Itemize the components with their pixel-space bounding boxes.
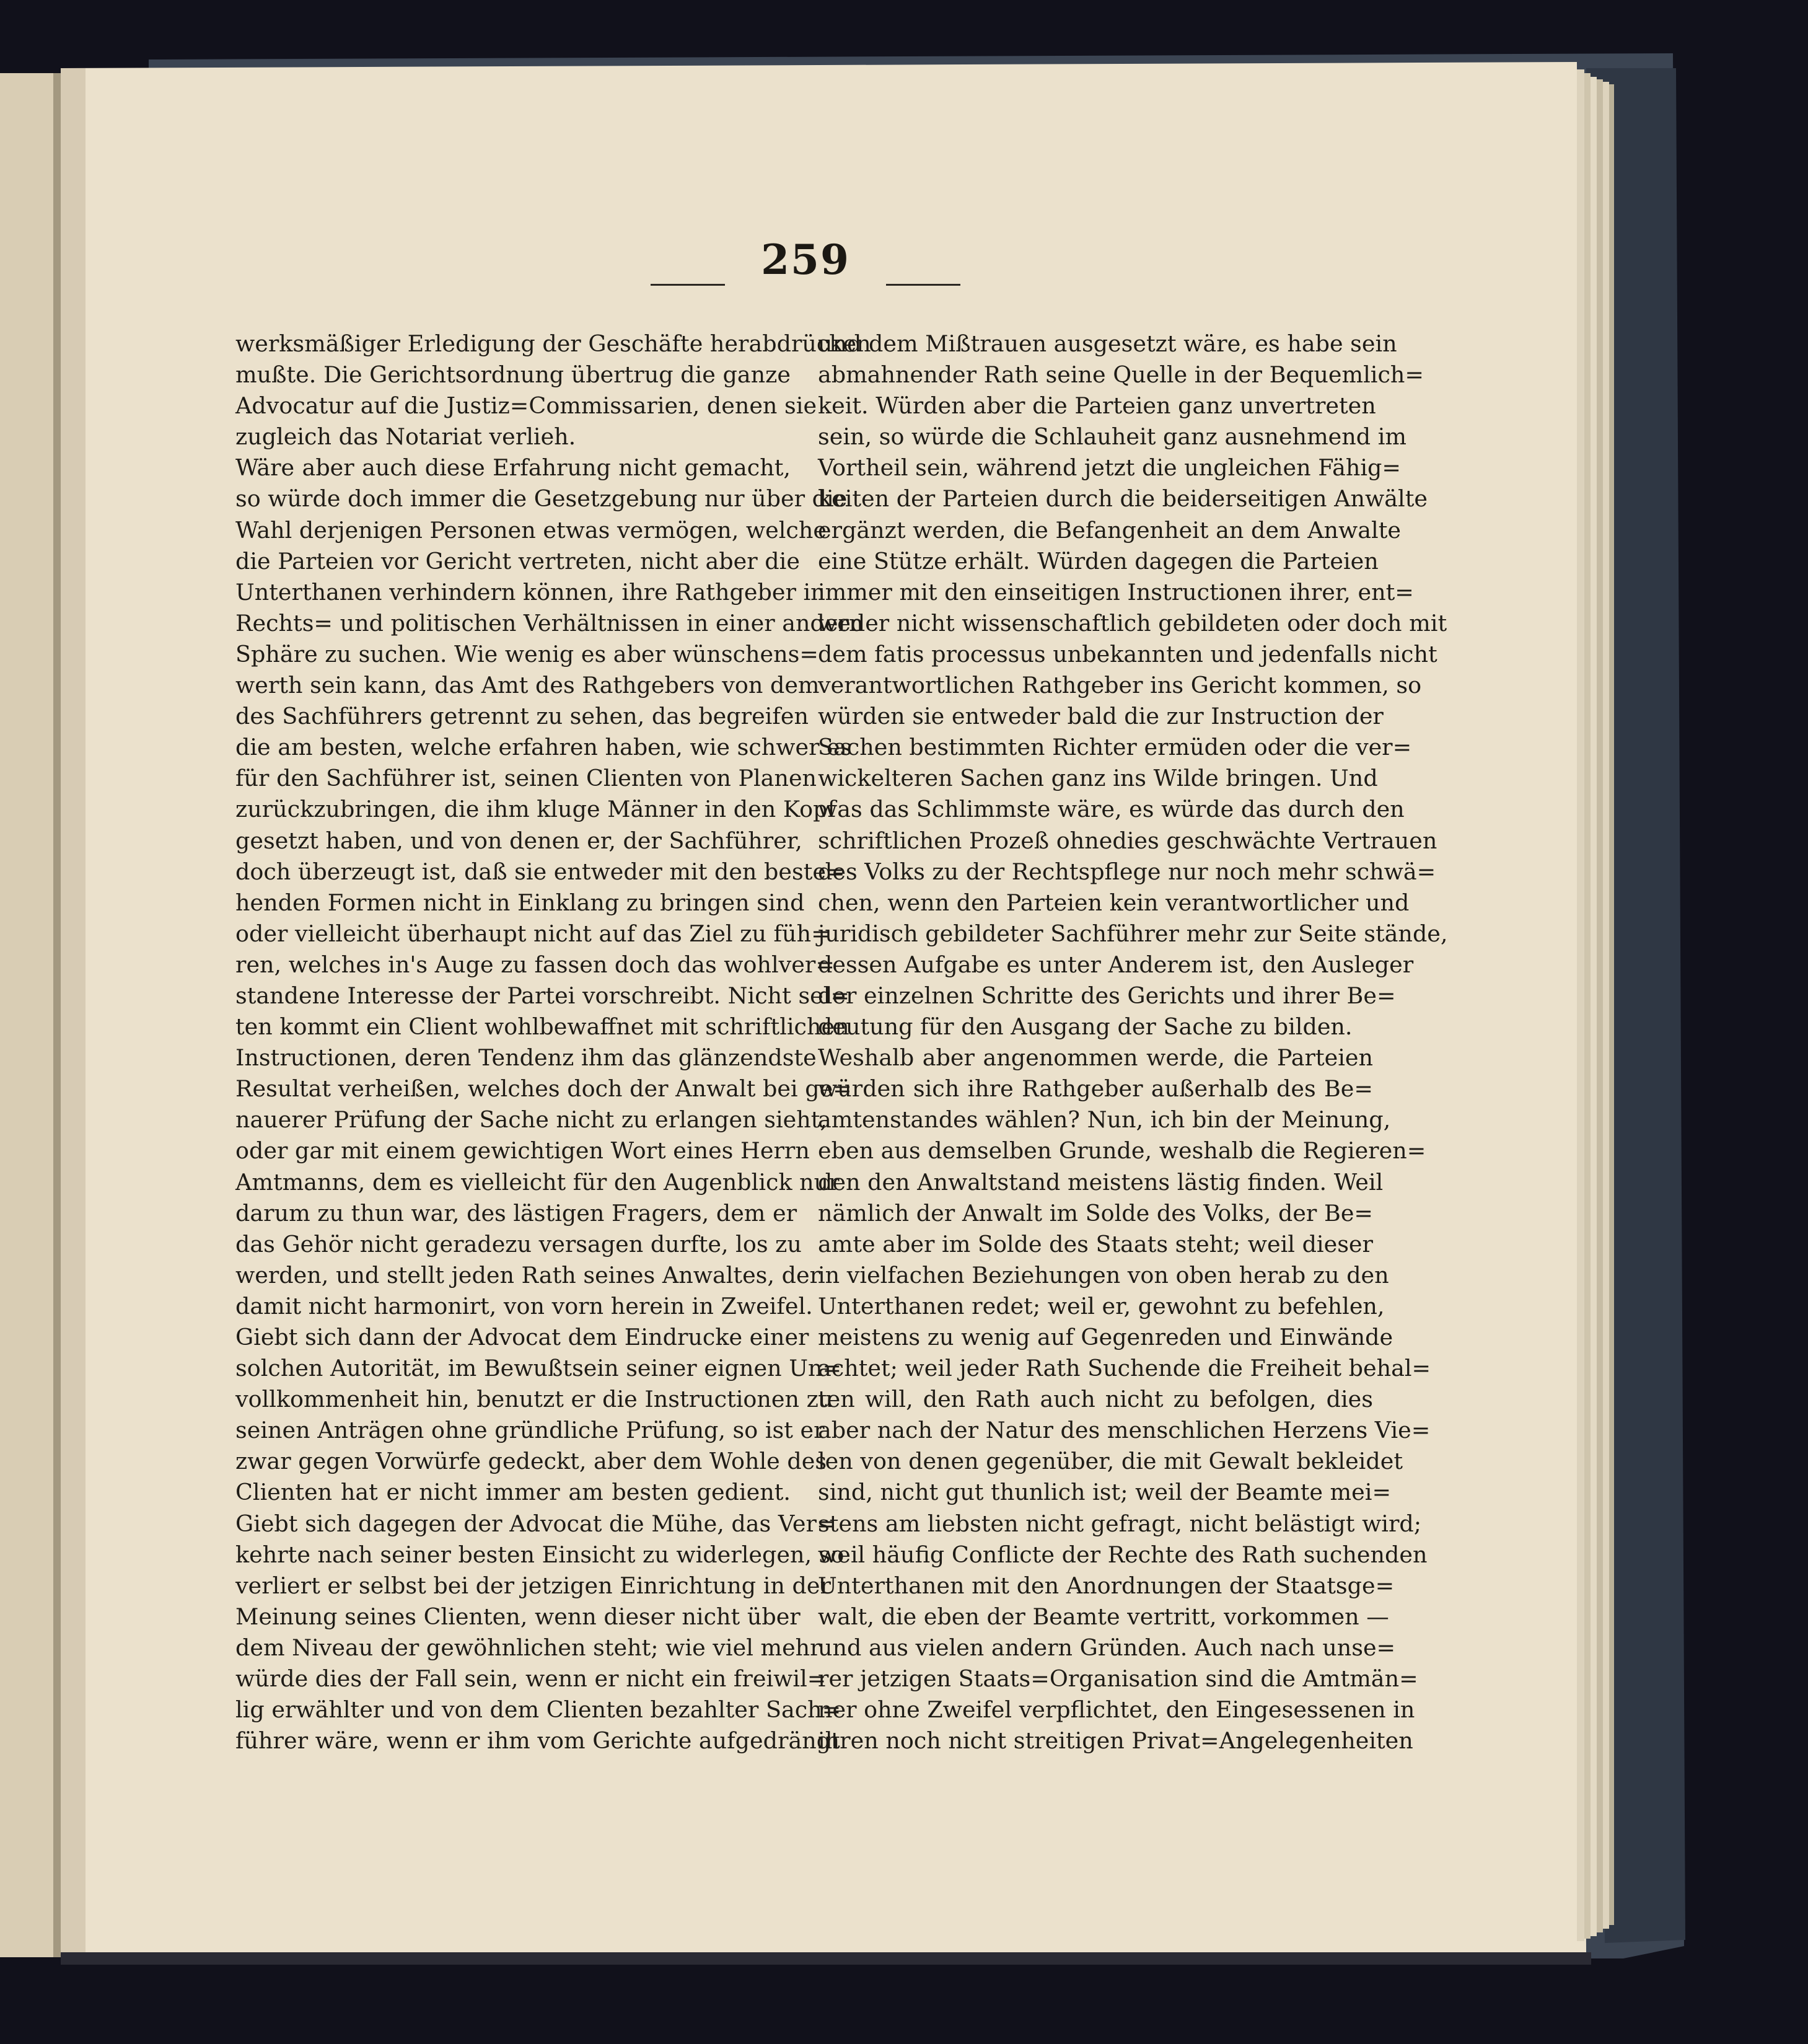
text-line: Unterthanen mit den Anordnungen der Staatsge= <box>818 1572 1395 1599</box>
text-line: abmahnender Rath seine Quelle in der Bequemlich= <box>818 361 1424 389</box>
text-line: die am besten, welche erfahren haben, wie schwer es <box>235 734 852 761</box>
text-line: würde dies der Fall sein, wenn er nicht ein freiwil= <box>235 1665 827 1693</box>
text-line: henden Formen nicht in Einklang zu bringen sind <box>235 889 805 916</box>
text-column-left <box>235 328 871 1756</box>
text-line: schriftlichen Prozeß ohnedies geschwächte Vertrauen <box>818 827 1437 854</box>
text-line: den den Anwaltstand meistens lästig finden. Weil <box>818 1168 1384 1196</box>
text-line: Resultat verheißen, welches doch der Anwalt bei ge= <box>235 1075 852 1103</box>
text-line: Advocatur auf die Justiz=Commissarien, denen sie <box>235 392 817 420</box>
text-line: Wahl derjenigen Personen etwas vermögen, welche <box>235 516 827 544</box>
text-line: stens am liebsten nicht gefragt, nicht belästigt wird; <box>818 1510 1422 1537</box>
text-line: das Gehör nicht geradezu versagen durfte, los zu <box>235 1230 802 1258</box>
text-line: amtenstandes wählen? Nun, ich bin der Meinung, <box>818 1106 1391 1134</box>
text-line: Rechts= und politischen Verhältnissen in einer andern <box>235 609 864 637</box>
text-line: Wäre aber auch diese Erfahrung nicht gemacht, <box>235 454 791 482</box>
text-line: ergänzt werden, die Befangenheit an dem Anwalte <box>818 516 1401 544</box>
text-line: was das Schlimmste wäre, es würde das durch den <box>818 796 1405 823</box>
text-line: Amtmanns, dem es vielleicht für den Augenblick nur <box>235 1168 840 1196</box>
text-line: sind, nicht gut thunlich ist; weil der Beamte mei= <box>818 1479 1392 1506</box>
text-line: kehrte nach seiner besten Einsicht zu widerlegen, so <box>235 1541 845 1568</box>
text-line: Weshalb aber angenommen werde, die Parteien <box>818 1044 1373 1072</box>
text-line: standene Interesse der Partei vorschreibt. Nicht sel= <box>235 982 850 1009</box>
text-line: Giebt sich dagegen der Advocat die Mühe, das Ver= <box>235 1510 836 1537</box>
text-line: führer wäre, wenn er ihm vom Gerichte aufgedrängt <box>235 1727 840 1755</box>
text-line: chen, wenn den Parteien kein verantwortlicher und <box>818 889 1410 916</box>
text-line: ren, welches in's Auge zu fassen doch das wohlver= <box>235 951 835 978</box>
text-line: Meinung seines Clienten, wenn dieser nicht über <box>235 1603 801 1630</box>
text-line: und dem Mißtrauen ausgesetzt wäre, es habe sein <box>818 330 1397 357</box>
text-line: Vortheil sein, während jetzt die ungleichen Fähig= <box>818 454 1401 482</box>
text-line: immer mit den einseitigen Instructionen ihrer, ent= <box>818 578 1414 606</box>
text-line: die Parteien vor Gericht vertreten, nicht aber die <box>235 547 800 575</box>
text-line: ner ohne Zweifel verpflichtet, den Eingesessenen in <box>818 1696 1415 1724</box>
text-line: ten will, den Rath auch nicht zu befolgen, dies <box>818 1386 1373 1413</box>
text-line: eine Stütze erhält. Würden dagegen die Parteien <box>818 547 1379 575</box>
text-line: seinen Anträgen ohne gründliche Prüfung, so ist er <box>235 1417 825 1444</box>
text-line: aber nach der Natur des menschlichen Herzens Vie= <box>818 1417 1431 1444</box>
text-line: werksmäßiger Erledigung der Geschäfte herabdrücken <box>235 330 871 357</box>
text-line: werden, und stellt jeden Rath seines Anwaltes, der <box>235 1261 821 1289</box>
text-line: Unterthanen redet; weil er, gewohnt zu befehlen, <box>818 1292 1385 1319</box>
text-line: so würde doch immer die Gesetzgebung nur über die <box>235 485 848 513</box>
text-line: rer jetzigen Staats=Organisation sind die Amtmän= <box>818 1665 1418 1693</box>
text-line: doch überzeugt ist, daß sie entweder mit den beste= <box>235 858 845 885</box>
text-line: verantwortlichen Rathgeber ins Gericht kommen, so <box>818 672 1422 699</box>
text-line: würden sich ihre Rathgeber außerhalb des Be= <box>818 1075 1373 1103</box>
header-rule-left <box>651 284 725 286</box>
text-line: werth sein kann, das Amt des Rathgebers von dem <box>235 672 820 699</box>
text-line: oder vielleicht überhaupt nicht auf das Ziel zu füh= <box>235 920 830 947</box>
text-line: weil häufig Conflicte der Rechte des Rath suchenden <box>818 1541 1428 1568</box>
text-line: für den Sachführer ist, seinen Clienten von Planen <box>235 765 817 792</box>
text-line: eben aus demselben Grunde, weshalb die Regieren= <box>818 1137 1426 1165</box>
text-line: Giebt sich dann der Advocat dem Eindrucke einer <box>235 1324 809 1350</box>
text-line: darum zu thun war, des lästigen Fragers, dem er <box>235 1199 797 1227</box>
text-line: oder gar mit einem gewichtigen Wort eines Herrn <box>235 1137 810 1165</box>
text-line: deutung für den Ausgang der Sache zu bilden. <box>818 1013 1353 1041</box>
text-line: amte aber im Solde des Staats steht; weil dieser <box>818 1230 1373 1258</box>
text-line: sein, so würde die Schlauheit ganz ausnehmend im <box>818 423 1407 451</box>
text-line: damit nicht harmonirt, von vorn herein in Zweifel. <box>235 1292 813 1319</box>
text-line: meistens zu wenig auf Gegenreden und Einwände <box>818 1324 1393 1350</box>
text-line: des Sachführers getrennt zu sehen, das begreifen <box>235 703 809 730</box>
text-line: dem fatis processus unbekannten und jedenfalls nicht <box>818 640 1437 667</box>
text-line: der einzelnen Schritte des Gerichts und ihrer Be= <box>818 982 1396 1009</box>
text-line: Clienten hat er nicht immer am besten gedient. <box>235 1479 791 1506</box>
text-line: weder nicht wissenschaftlich gebildeten oder doch mit <box>818 609 1447 637</box>
text-line: solchen Autorität, im Bewußtsein seiner eignen Un= <box>235 1355 842 1382</box>
text-line: würden sie entweder bald die zur Instruction der <box>818 703 1384 730</box>
text-line: Sphäre zu suchen. Wie wenig es aber wünschens= <box>235 640 818 667</box>
text-line: und aus vielen andern Gründen. Auch nach unse= <box>818 1634 1396 1661</box>
text-line: Unterthanen verhindern können, ihre Rathgeber in <box>235 578 825 606</box>
text-line: dem Niveau der gewöhnlichen steht; wie viel mehr <box>235 1634 821 1661</box>
text-line: in vielfachen Beziehungen von oben herab zu den <box>818 1261 1389 1289</box>
text-line: wickelteren Sachen ganz ins Wilde bringen. Und <box>818 765 1378 792</box>
text-line: Instructionen, deren Tendenz ihm das glänzendste <box>235 1044 817 1072</box>
text-line: lig erwählter und von dem Clienten bezahlter Sach= <box>235 1696 841 1724</box>
page-number: 259 <box>761 236 850 284</box>
text-line: len von denen gegenüber, die mit Gewalt bekleidet <box>818 1448 1403 1475</box>
text-line: zugleich das Notariat verlieh. <box>235 423 576 451</box>
text-line: verliert er selbst bei der jetzigen Einrichtung in der <box>235 1572 831 1599</box>
header-rule-right <box>886 284 960 286</box>
text-line: gesetzt haben, und von denen er, der Sachführer, <box>235 827 802 854</box>
text-column-right <box>818 328 1448 1756</box>
text-line: zurückzubringen, die ihm kluge Männer in den Kopf <box>235 796 836 823</box>
text-line: Sachen bestimmten Richter ermüden oder die ver= <box>818 734 1412 761</box>
text-line: zwar gegen Vorwürfe gedeckt, aber dem Wohle des <box>235 1448 827 1475</box>
text-line: vollkommenheit hin, benutzt er die Instructionen zu <box>235 1386 833 1413</box>
text-line: juridisch gebildeter Sachführer mehr zur Seite stände, <box>818 920 1448 947</box>
text-line: ten kommt ein Client wohlbewaffnet mit schriftlichen <box>235 1013 849 1041</box>
text-line: ihren noch nicht streitigen Privat=Angelegenheiten <box>818 1727 1413 1755</box>
book-page <box>217 236 1448 1797</box>
text-line: nauerer Prüfung der Sache nicht zu erlangen sieht, <box>235 1106 828 1134</box>
text-line: keit. Würden aber die Parteien ganz unvertreten <box>818 392 1376 420</box>
text-line: keiten der Parteien durch die beiderseitigen Anwälte <box>818 485 1428 513</box>
text-line: achtet; weil jeder Rath Suchende die Freiheit behal= <box>818 1355 1431 1382</box>
text-line: dessen Aufgabe es unter Anderem ist, den Ausleger <box>818 951 1414 978</box>
text-line: mußte. Die Gerichtsordnung übertrug die ganze <box>235 361 791 389</box>
text-line: nämlich der Anwalt im Solde des Volks, der Be= <box>818 1199 1373 1227</box>
text-line: des Volks zu der Rechtspflege nur noch mehr schwä= <box>818 858 1436 885</box>
text-line: walt, die eben der Beamte vertritt, vorkommen — <box>818 1603 1389 1630</box>
